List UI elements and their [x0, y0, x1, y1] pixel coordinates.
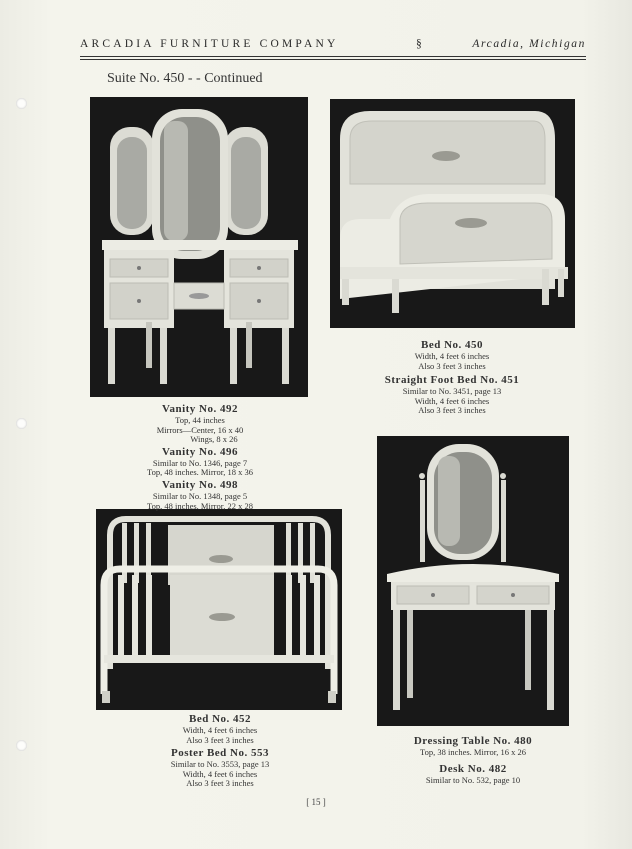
company-location: Arcadia, Michigan — [472, 38, 586, 50]
caption-title: Vanity No. 492 — [162, 403, 238, 415]
header-rule — [80, 59, 586, 60]
bed-450-photo — [330, 99, 575, 328]
caption-line: Mirrors—Center, 16 x 40 — [156, 424, 244, 435]
caption-title: Dressing Table No. 480 — [413, 735, 533, 747]
company-name: ARCADIA FURNITURE COMPANY — [80, 38, 339, 50]
header-rule — [80, 56, 586, 57]
caption-title: Bed No. 452 — [188, 713, 252, 725]
dressing-table-photo — [377, 436, 569, 726]
caption-line: Top, 48 inches. Mirror, 18 x 36 — [146, 467, 253, 478]
vanity-photo — [90, 97, 308, 397]
section-mark: § — [416, 38, 422, 50]
caption-line: Width, 4 feet 6 inches — [414, 395, 490, 406]
caption-line: Width, 4 feet 6 inches — [414, 351, 490, 361]
caption-line: Also 3 feet 3 inches — [418, 360, 486, 371]
caption-line: Width, 4 feet 6 inches — [182, 768, 258, 779]
suite-title: Suite No. 450 - - Continued — [107, 71, 263, 86]
caption-line: Similar to No. 1348, page 5 — [152, 490, 248, 501]
caption-line: Similar to No. 532, page 10 — [425, 774, 521, 785]
bed-452-caption — [140, 713, 300, 789]
caption-line: Width, 4 feet 6 inches — [182, 725, 258, 735]
caption-line: Also 3 feet 3 inches — [186, 778, 254, 789]
caption-title: Poster Bed No. 553 — [170, 747, 269, 760]
page-number: [ 15 ] — [306, 797, 326, 807]
caption-line: Top, 44 inches — [175, 415, 225, 425]
vanity-caption — [120, 403, 280, 511]
binder-hole — [16, 418, 27, 429]
caption-title: Vanity No. 498 — [162, 478, 238, 491]
caption-line: Similar to No. 3451, page 13 — [402, 386, 502, 397]
caption-title: Bed No. 450 — [420, 339, 484, 351]
caption-line: Also 3 feet 3 inches — [186, 734, 254, 745]
binder-hole — [16, 98, 27, 109]
bed-450-caption — [372, 339, 532, 416]
caption-line: Top, 48 inches. Mirror, 22 x 28 — [146, 500, 253, 511]
caption-title: Straight Foot Bed No. 451 — [384, 374, 520, 387]
caption-line: Top, 38 inches. Mirror, 16 x 26 — [419, 747, 526, 757]
caption-line: Wings, 8 x 26 — [190, 434, 238, 445]
bed-452-photo — [96, 509, 342, 710]
binder-hole — [16, 740, 27, 751]
caption-line: Also 3 feet 3 inches — [418, 405, 486, 416]
page-header — [80, 38, 586, 56]
dressing-table-caption — [388, 735, 558, 785]
caption-line: Similar to No. 3553, page 13 — [170, 759, 270, 770]
caption-title: Vanity No. 496 — [162, 445, 238, 458]
caption-title: Desk No. 482 — [439, 762, 507, 775]
caption-line: Similar to No. 1346, page 7 — [152, 457, 248, 468]
